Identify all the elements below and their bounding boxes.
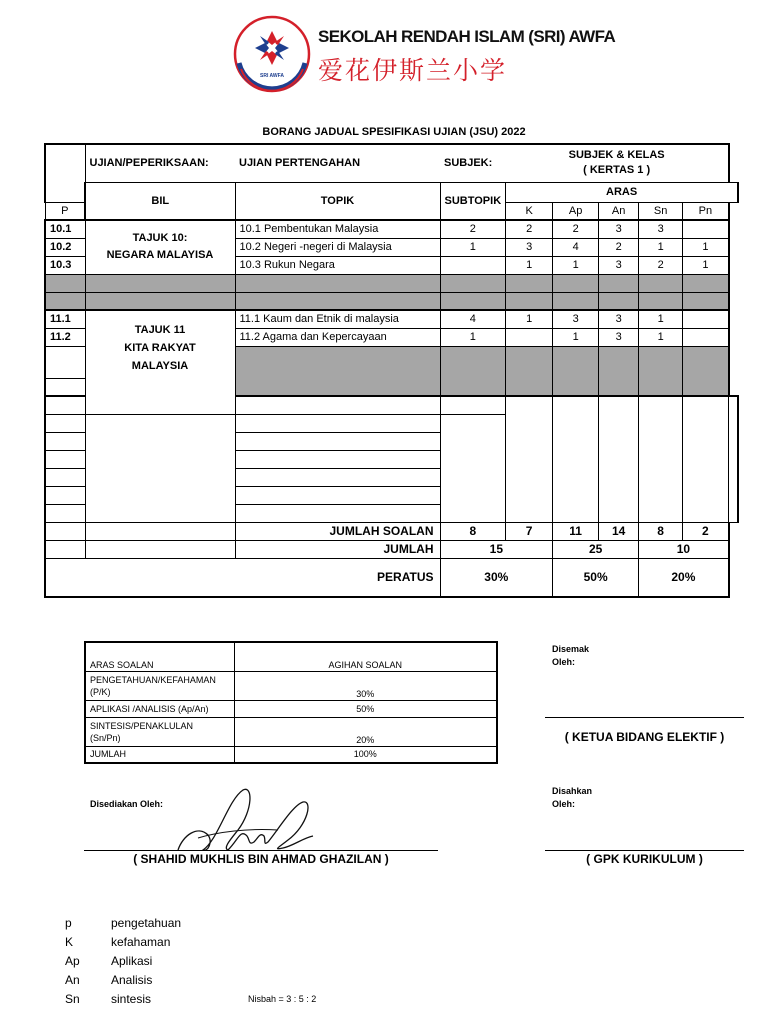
bil-cell: 10.3 bbox=[45, 256, 85, 274]
table-row bbox=[45, 220, 738, 238]
table-cell bbox=[45, 274, 85, 292]
legend-item bbox=[65, 935, 181, 954]
ketua-signature-line bbox=[545, 717, 744, 718]
table-cell bbox=[45, 450, 85, 468]
table-cell bbox=[553, 292, 599, 310]
aras-row-label: JUMLAH bbox=[85, 746, 234, 763]
table-cell bbox=[45, 540, 85, 558]
agihan-value: 100% bbox=[234, 746, 497, 763]
legend-text: Sn bbox=[65, 992, 80, 1006]
subtopik-cell: 11.2 Agama dan Kepercayaan bbox=[235, 328, 440, 346]
jumlah-soalan-ap: 11 bbox=[553, 522, 599, 540]
table-cell bbox=[683, 396, 729, 522]
penyedia-name: ( SHAHID MUKHLIS BIN AHMAD GHAZILAN ) bbox=[133, 852, 389, 866]
subtopik-cell: 10.3 Rukun Negara bbox=[235, 256, 440, 274]
nisbah-text: Nisbah = 3 : 5 : 2 bbox=[248, 994, 317, 1004]
shaded-row bbox=[45, 292, 738, 310]
legend-item bbox=[65, 992, 181, 1011]
form-title: BORANG JADUAL SPESIFIKASI UJIAN (JSU) 2022 bbox=[262, 126, 526, 138]
aras-header: ARAS SOALAN bbox=[85, 642, 234, 671]
value-cell: 4 bbox=[440, 310, 506, 328]
jumlah-apan: 25 bbox=[553, 540, 639, 558]
shaded-row bbox=[45, 274, 738, 292]
aras-pn: Pn bbox=[683, 202, 729, 220]
table-cell bbox=[235, 274, 440, 292]
jumlah-snpn: 10 bbox=[639, 540, 729, 558]
value-cell: 3 bbox=[599, 328, 639, 346]
jsu-table bbox=[44, 143, 739, 598]
legend-text: K bbox=[65, 935, 74, 949]
table-cell bbox=[729, 396, 739, 522]
table-cell bbox=[599, 346, 639, 396]
table-cell bbox=[683, 346, 729, 396]
value-cell: 3 bbox=[553, 310, 599, 328]
ujian-value: UJIAN PERTENGAHAN bbox=[235, 144, 440, 182]
table-cell bbox=[85, 540, 235, 558]
legend-text: Analisis bbox=[111, 973, 153, 987]
jumlah-label: JUMLAH bbox=[235, 540, 440, 558]
value-cell: 2 bbox=[506, 220, 553, 238]
subjek-kelas-2: ( KERTAS 1 ) bbox=[583, 164, 651, 177]
table-cell bbox=[506, 292, 553, 310]
legend-text: Ap bbox=[65, 954, 80, 968]
legend-text: pengetahuan bbox=[111, 916, 182, 930]
table-cell bbox=[235, 504, 440, 522]
table-cell bbox=[45, 378, 85, 396]
tajuk10-line1: TAJUK 10: bbox=[132, 232, 188, 245]
col-aras: ARAS bbox=[506, 182, 739, 202]
table-cell bbox=[639, 274, 683, 292]
legend-item bbox=[65, 954, 181, 973]
table-cell bbox=[45, 292, 85, 310]
jumlah-row bbox=[45, 540, 738, 558]
aras-row bbox=[85, 746, 497, 763]
table-cell bbox=[235, 468, 440, 486]
aras-row-label: SINTESIS/PENAKLULAN bbox=[90, 720, 194, 731]
ujian-label: UJIAN/PEPERIKSAAN: bbox=[85, 144, 235, 182]
table-cell bbox=[553, 346, 599, 396]
value-cell: 1 bbox=[683, 238, 729, 256]
gpk-signature-line bbox=[545, 850, 744, 851]
legend-text: kefahaman bbox=[111, 935, 171, 949]
gpk-label: ( GPK KURIKULUM ) bbox=[586, 852, 703, 866]
table-cell bbox=[85, 522, 235, 540]
jumlah-soalan-pn: 2 bbox=[683, 522, 729, 540]
subtopik-cell: 10.2 Negeri -negeri di Malaysia bbox=[235, 238, 440, 256]
value-cell: 3 bbox=[639, 220, 683, 238]
table-cell bbox=[440, 396, 506, 414]
table-cell bbox=[506, 346, 553, 396]
legend bbox=[65, 916, 181, 1011]
aras-row-label: PENGETAHUAN/KEFAHAMAN bbox=[90, 674, 216, 685]
aras-k: K bbox=[506, 202, 553, 220]
table-cell bbox=[235, 432, 440, 450]
value-cell: 3 bbox=[506, 238, 553, 256]
legend-text: An bbox=[65, 973, 80, 987]
table-cell bbox=[553, 396, 599, 522]
peratus-apan: 50% bbox=[553, 558, 639, 597]
table-cell bbox=[683, 292, 729, 310]
value-cell: 3 bbox=[599, 220, 639, 238]
table-cell bbox=[440, 292, 506, 310]
school-logo bbox=[233, 15, 311, 93]
table-cell bbox=[440, 346, 506, 396]
value-cell: 1 bbox=[639, 328, 683, 346]
table-cell bbox=[235, 486, 440, 504]
jumlah-soalan-label: JUMLAH SOALAN bbox=[235, 522, 440, 540]
table-cell bbox=[85, 220, 235, 274]
subtopik-cell: 10.1 Pembentukan Malaysia bbox=[235, 220, 440, 238]
value-cell: 2 bbox=[639, 256, 683, 274]
table-cell bbox=[599, 396, 639, 522]
table-cell bbox=[85, 414, 235, 522]
tajuk11-line3: MALAYSIA bbox=[131, 360, 189, 372]
agihan-header: AGIHAN SOALAN bbox=[234, 642, 497, 671]
value-cell bbox=[506, 328, 553, 346]
legend-text: Aplikasi bbox=[111, 954, 153, 968]
value-cell: 1 bbox=[440, 328, 506, 346]
table-cell bbox=[85, 292, 235, 310]
value-cell: 4 bbox=[553, 238, 599, 256]
aras-row bbox=[85, 700, 497, 717]
disediakan-label: Disediakan Oleh: bbox=[90, 799, 164, 809]
bil-cell: 11.1 bbox=[45, 310, 85, 328]
value-cell: 1 bbox=[683, 256, 729, 274]
value-cell bbox=[683, 220, 729, 238]
col-topik: TOPIK bbox=[235, 182, 440, 220]
value-cell: 3 bbox=[599, 310, 639, 328]
bil-cell: 10.1 bbox=[45, 220, 85, 238]
table-cell bbox=[235, 396, 440, 414]
col-bil: BIL bbox=[85, 182, 235, 220]
tajuk11-line1: TAJUK 11 bbox=[134, 324, 186, 336]
school-name: SEKOLAH RENDAH ISLAM (SRI) AWFA bbox=[318, 27, 616, 46]
legend-text: sintesis bbox=[111, 992, 152, 1006]
value-cell bbox=[440, 256, 506, 274]
table-cell bbox=[45, 468, 85, 486]
table-cell bbox=[45, 522, 85, 540]
legend-item bbox=[65, 973, 181, 992]
school-name-chinese: 爱花伊斯兰小学 bbox=[318, 56, 508, 85]
table-cell bbox=[45, 346, 85, 378]
table-cell bbox=[235, 414, 440, 432]
table-cell bbox=[639, 346, 683, 396]
disahkan-label: Disahkan Oleh: bbox=[552, 786, 593, 809]
table-cell bbox=[440, 274, 506, 292]
table-cell bbox=[45, 144, 85, 202]
value-cell bbox=[683, 310, 729, 328]
table-cell bbox=[45, 486, 85, 504]
subjek-kelas-1: SUBJEK & KELAS bbox=[568, 149, 665, 162]
legend-text: p bbox=[65, 916, 72, 930]
agihan-value: 30% bbox=[234, 671, 497, 700]
value-cell: 1 bbox=[639, 238, 683, 256]
table-cell bbox=[639, 396, 683, 522]
subjek-label: SUBJEK: bbox=[440, 144, 506, 182]
value-cell: 1 bbox=[553, 328, 599, 346]
aras-an: An bbox=[599, 202, 639, 220]
aras-row-label: APLIKASI /ANALISIS (Ap/An) bbox=[85, 700, 234, 717]
table-cell bbox=[235, 292, 440, 310]
jumlah-soalan-row bbox=[45, 522, 738, 540]
value-cell: 1 bbox=[639, 310, 683, 328]
jumlah-pk: 15 bbox=[440, 540, 553, 558]
agihan-value: 50% bbox=[234, 700, 497, 717]
peratus-label: PERATUS bbox=[45, 558, 440, 597]
table-cell bbox=[235, 346, 440, 396]
table-cell bbox=[599, 292, 639, 310]
aras-sn: Sn bbox=[639, 202, 683, 220]
aras-p: P bbox=[45, 202, 85, 220]
table-cell bbox=[506, 396, 553, 522]
table-cell bbox=[506, 274, 553, 292]
jumlah-soalan-sn: 8 bbox=[639, 522, 683, 540]
aras-row-sublabel: (P/K) bbox=[90, 686, 111, 697]
jumlah-soalan-p: 8 bbox=[440, 522, 506, 540]
subtopik-cell: 11.1 Kaum dan Etnik di malaysia bbox=[235, 310, 440, 328]
aras-row-sublabel: (Sn/Pn) bbox=[90, 732, 121, 743]
table-cell bbox=[683, 274, 729, 292]
table-cell bbox=[506, 144, 729, 182]
bil-cell: 11.2 bbox=[45, 328, 85, 346]
peratus-snpn: 20% bbox=[639, 558, 729, 597]
aras-row bbox=[85, 717, 497, 746]
table-cell bbox=[45, 396, 85, 414]
aras-ap: Ap bbox=[553, 202, 599, 220]
ketua-bidang-label: ( KETUA BIDANG ELEKTIF ) bbox=[564, 730, 725, 744]
tajuk10-line2: NEGARA MALAYISA bbox=[106, 249, 214, 262]
value-cell: 1 bbox=[506, 256, 553, 274]
table-cell bbox=[235, 450, 440, 468]
value-cell: 2 bbox=[440, 220, 506, 238]
value-cell: 3 bbox=[599, 256, 639, 274]
table-cell bbox=[45, 504, 85, 522]
col-subtopik: SUBTOPIK bbox=[440, 182, 506, 220]
peratus-row bbox=[45, 558, 738, 597]
agihan-value: 20% bbox=[234, 717, 497, 746]
table-row bbox=[45, 310, 738, 328]
jumlah-soalan-k: 7 bbox=[506, 522, 553, 540]
value-cell bbox=[683, 328, 729, 346]
table-cell bbox=[45, 414, 85, 432]
jumlah-soalan-an: 14 bbox=[599, 522, 639, 540]
aras-row bbox=[85, 671, 497, 700]
penyedia-signature-line bbox=[84, 850, 438, 851]
legend-item bbox=[65, 916, 181, 935]
value-cell: 1 bbox=[440, 238, 506, 256]
table-cell bbox=[85, 274, 235, 292]
table-cell bbox=[639, 292, 683, 310]
tajuk11-line2: KITA RAKYAT bbox=[124, 342, 196, 354]
value-cell: 1 bbox=[553, 256, 599, 274]
table-cell bbox=[553, 274, 599, 292]
bil-cell: 10.2 bbox=[45, 238, 85, 256]
aras-soalan-table bbox=[84, 641, 498, 764]
table-cell bbox=[599, 274, 639, 292]
value-cell: 2 bbox=[599, 238, 639, 256]
disemak-label: Disemak Oleh: bbox=[552, 644, 590, 667]
table-cell bbox=[85, 310, 235, 414]
table-cell bbox=[45, 432, 85, 450]
value-cell: 2 bbox=[553, 220, 599, 238]
peratus-pk: 30% bbox=[440, 558, 553, 597]
logo-text: SRI AWFA bbox=[260, 73, 284, 79]
value-cell: 1 bbox=[506, 310, 553, 328]
